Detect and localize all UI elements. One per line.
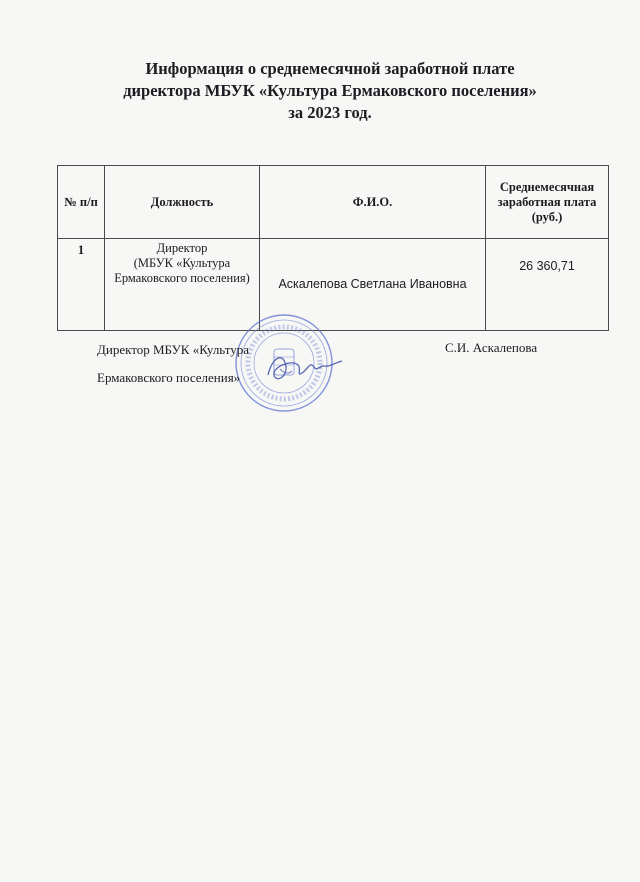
row-position-title: Директор <box>156 241 208 255</box>
salary-table <box>57 165 609 331</box>
title-line-3: за 2023 год. <box>288 103 372 122</box>
signature-icon <box>262 345 352 390</box>
table-header-row <box>58 166 609 239</box>
title-line-2: директора МБУК «Культура Ермаковского поселения» <box>123 81 537 100</box>
signatory-title-line-1: Директор МБУК «Культура <box>97 342 250 357</box>
signatory-name: С.И. Аскалепова <box>445 340 538 355</box>
row-position-org: (МБУК «Культура Ермаковского поселения) <box>114 256 250 285</box>
header-position: Должность <box>105 166 260 239</box>
row-fio: Аскалепова Светлана Ивановна <box>260 239 486 331</box>
row-salary: 26 360,71 <box>486 239 609 331</box>
header-num: № п/п <box>58 166 105 239</box>
header-fio: Ф.И.О. <box>260 166 486 239</box>
signatory-title-line-2: Ермаковского поселения» <box>97 370 241 385</box>
header-salary: Среднемесячная заработная плата (руб.) <box>486 166 609 239</box>
document-title <box>60 58 600 124</box>
title-line-1: Информация о среднемесячной заработной плате <box>145 59 515 78</box>
row-num: 1 <box>58 239 105 331</box>
